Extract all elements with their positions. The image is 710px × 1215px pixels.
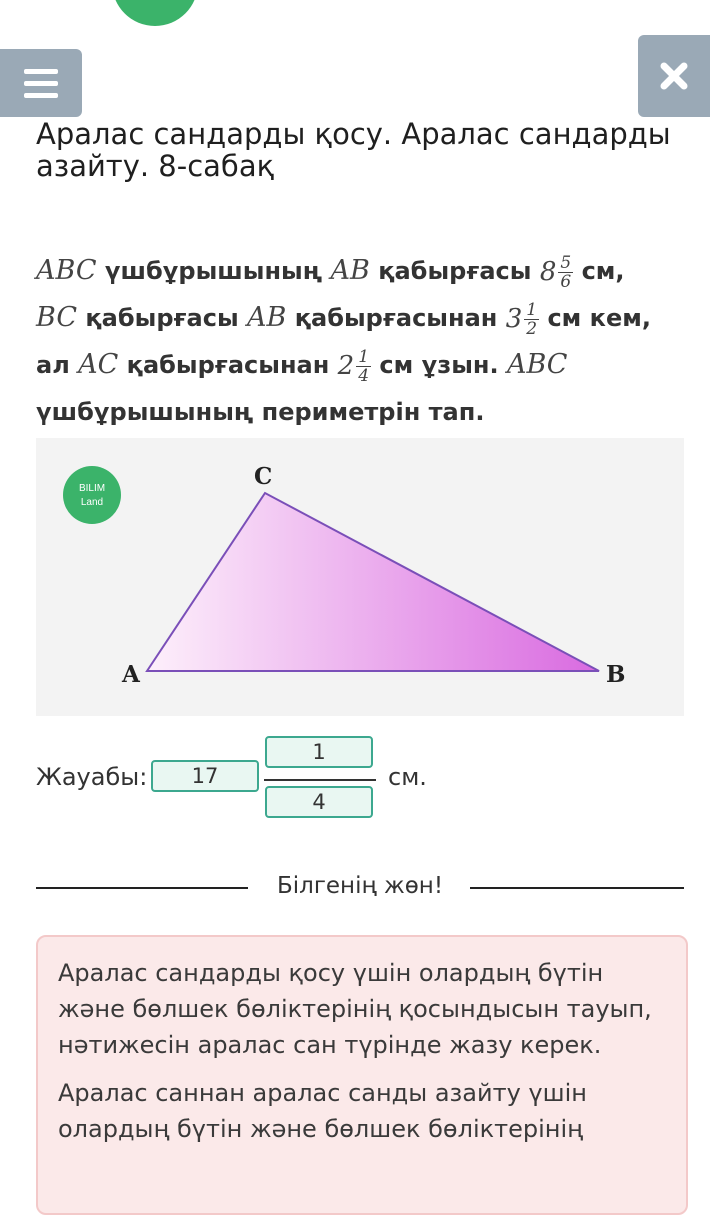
- mixed-number-diff1: 3 1 2: [505, 299, 538, 339]
- triangle-abc: [147, 493, 599, 671]
- math-abc: ABC: [36, 255, 97, 286]
- numerator-input[interactable]: 1: [265, 736, 373, 768]
- answer-label: Жауабы:: [36, 763, 148, 791]
- mixed-number-ab: 8 5 6: [539, 252, 572, 292]
- triangle-figure: [36, 438, 684, 716]
- bilimland-logo: [63, 466, 121, 524]
- fraction-bar: [264, 779, 376, 781]
- vertex-c-label: C: [254, 463, 273, 490]
- tip-divider: [36, 872, 684, 904]
- top-status-circle: [112, 0, 198, 26]
- unit-label: см.: [388, 763, 427, 791]
- triangle-diagram: [36, 438, 684, 716]
- info-box: [36, 935, 688, 1215]
- vertex-b-label: B: [606, 661, 626, 688]
- denominator-input[interactable]: 4: [265, 786, 373, 818]
- close-x-icon: [659, 61, 689, 91]
- whole-part-input[interactable]: 17: [151, 760, 259, 792]
- page-title: Аралас сандарды қосу. Аралас сандарды азайту. 8-сабақ: [36, 117, 671, 183]
- svg-text:BILIM: BILIM: [78, 483, 106, 494]
- problem-text: ABC үшбұрышының AB қабырғасы 8 5 6 см, BC қабырғасы AB қабырғасынан 3 1 2 см кем, ал AC қабырғасынан 2 1 4 см ұзын. ABC үшбұрышының периметрін тап.: [36, 248, 686, 435]
- mixed-number-diff2: 2 1 4: [337, 346, 370, 386]
- menu-button[interactable]: [0, 49, 82, 117]
- answer-row: [36, 735, 686, 825]
- info-paragraph: Аралас саннан аралас санды азайту үшін олардың бүтін және бөлшек бөліктерінің: [58, 1079, 587, 1143]
- vertex-a-label: A: [122, 661, 140, 688]
- info-paragraph: Аралас сандарды қосу үшін олардың бүтін және бөлшек бөліктерінің қосындысын тауып, нәтижесін аралас сан түрінде жазу керек.: [58, 959, 652, 1059]
- hamburger-menu-icon: [24, 69, 58, 74]
- close-button[interactable]: [638, 35, 710, 117]
- tip-heading: Білгенің жөн!: [276, 873, 444, 899]
- svg-text:Land: Land: [80, 497, 104, 508]
